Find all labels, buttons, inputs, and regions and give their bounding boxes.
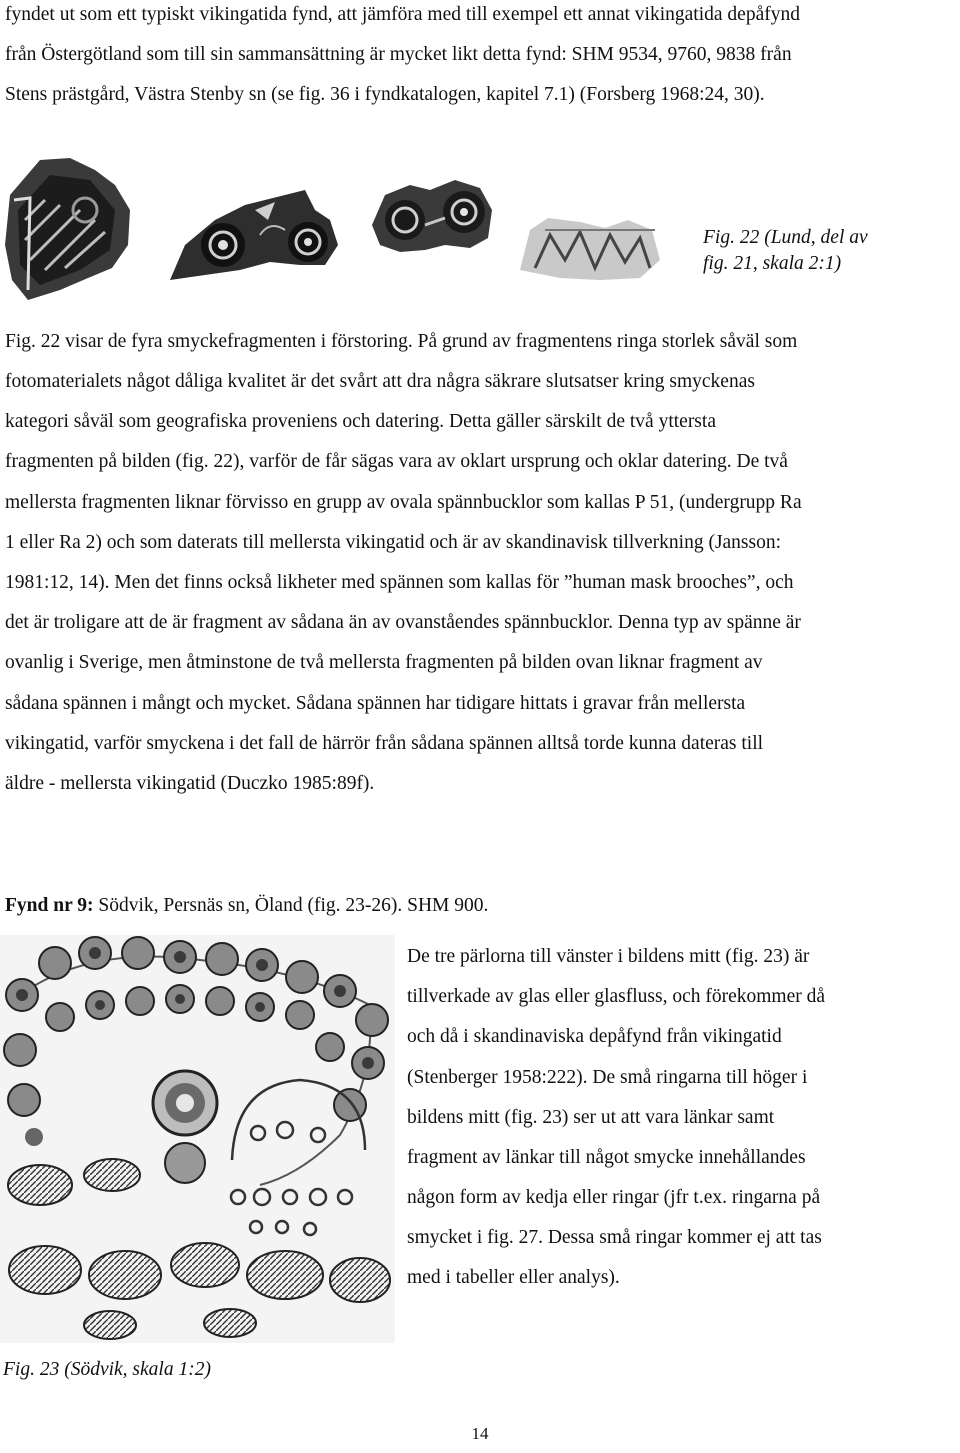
- fragment-3-image: [372, 180, 492, 252]
- fig23-photo: [0, 935, 395, 1343]
- right-line-8: smycket i fig. 27. Dessa små ringar kommer ej att tas: [407, 1227, 822, 1248]
- body-line-2: fotomaterialets något dåliga kvalitet är det svårt att dra några säkrare slutsatser kring smyckenas: [5, 371, 755, 392]
- fragment-4-image: [520, 218, 660, 280]
- right-line-3: och då i skandinaviska depåfynd från vikingatid: [407, 1026, 782, 1047]
- right-line-1: De tre pärlorna till vänster i bildens mitt (fig. 23) är: [407, 946, 810, 967]
- fragment-2-image: [170, 190, 338, 280]
- right-line-6: fragment av länkar till något smycke innehållandes: [407, 1147, 806, 1168]
- body-line-12: äldre - mellersta vikingatid (Duczko 1985:89f).: [5, 773, 375, 794]
- right-line-9: med i tabeller eller analys).: [407, 1267, 620, 1288]
- fragment-1-image: [5, 158, 130, 300]
- bead-small-image: [25, 1128, 43, 1146]
- fig23-caption: Fig. 23 (Södvik, skala 1:2): [3, 1359, 211, 1380]
- right-line-5: bildens mitt (fig. 23) ser ut att vara länkar samt: [407, 1107, 775, 1128]
- page-number: 14: [471, 1424, 489, 1443]
- fig22-caption-line-2: fig. 21, skala 2:1): [703, 253, 842, 274]
- body-line-7: 1981:12, 14). Men det finns också likheter med spännen som kallas för ”human mask brooches”, och: [5, 572, 794, 593]
- intro-line-3: Stens prästgård, Västra Stenby sn (se fig. 36 i fyndkatalogen, kapitel 7.1) (Forsberg 1968:24, 30).: [5, 84, 765, 105]
- intro-line-2: från Östergötland som till sin sammansättning är mycket likt detta fynd: SHM 9534, 9760, 9838 från: [5, 44, 792, 65]
- find9-label: Fynd nr 9:: [5, 895, 94, 916]
- body-line-11: vikingatid, varför smyckena i det fall de härrör från sådana spännen alltså torde kunna dateras till: [5, 733, 764, 754]
- body-line-4: fragmenten på bilden (fig. 22), varför de får sägas vara av oklart ursprung och oklar datering. De två: [5, 451, 788, 472]
- right-line-4: (Stenberger 1958:222). De små ringarna till höger i: [407, 1067, 808, 1088]
- body-line-9: ovanlig i Sverige, men åtminstone de två mellersta fragmenten på bilden ovan liknar fragment av: [5, 652, 763, 673]
- find9-text: Södvik, Persnäs sn, Öland (fig. 23-26). SHM 900.: [93, 895, 489, 916]
- body-line-5: mellersta fragmenten liknar förvisso en grupp av ovala spännbucklor som kallas P 51, (undergrupp Ra: [5, 492, 802, 513]
- fig22-caption-line-1: Fig. 22 (Lund, del av: [703, 227, 868, 248]
- body-line-10: sådana spännen i mångt och mycket. Sådana spännen har tidigare hittats i gravar från mellersta: [5, 693, 746, 714]
- body-line-1: Fig. 22 visar de fyra smyckefragmenten i förstoring. På grund av fragmentens ringa storlek såväl som: [5, 331, 798, 352]
- find9-heading: [5, 894, 488, 918]
- body-line-3: kategori såväl som geografiska proveniens och datering. Detta gäller särskilt de två yttersta: [5, 411, 716, 432]
- right-line-7: någon form av kedja eller ringar (jfr t.ex. ringarna på: [407, 1187, 821, 1208]
- body-line-8: det är troligare att de är fragment av sådana än av ovanståendes spännbucklor. Denna typ av spänne är: [5, 612, 801, 633]
- right-line-2: tillverkade av glas eller glasfluss, och förekommer då: [407, 986, 826, 1007]
- body-line-6: 1 eller Ra 2) och som daterats till mellersta vikingatid och är av skandinavisk tillverkning (Jansson:: [5, 532, 782, 553]
- intro-line-1: fyndet ut som ett typiskt vikingatida fynd, att jämföra med till exempel ett annat vikingatida depåfynd: [5, 4, 800, 25]
- fig22-photo: [0, 150, 700, 310]
